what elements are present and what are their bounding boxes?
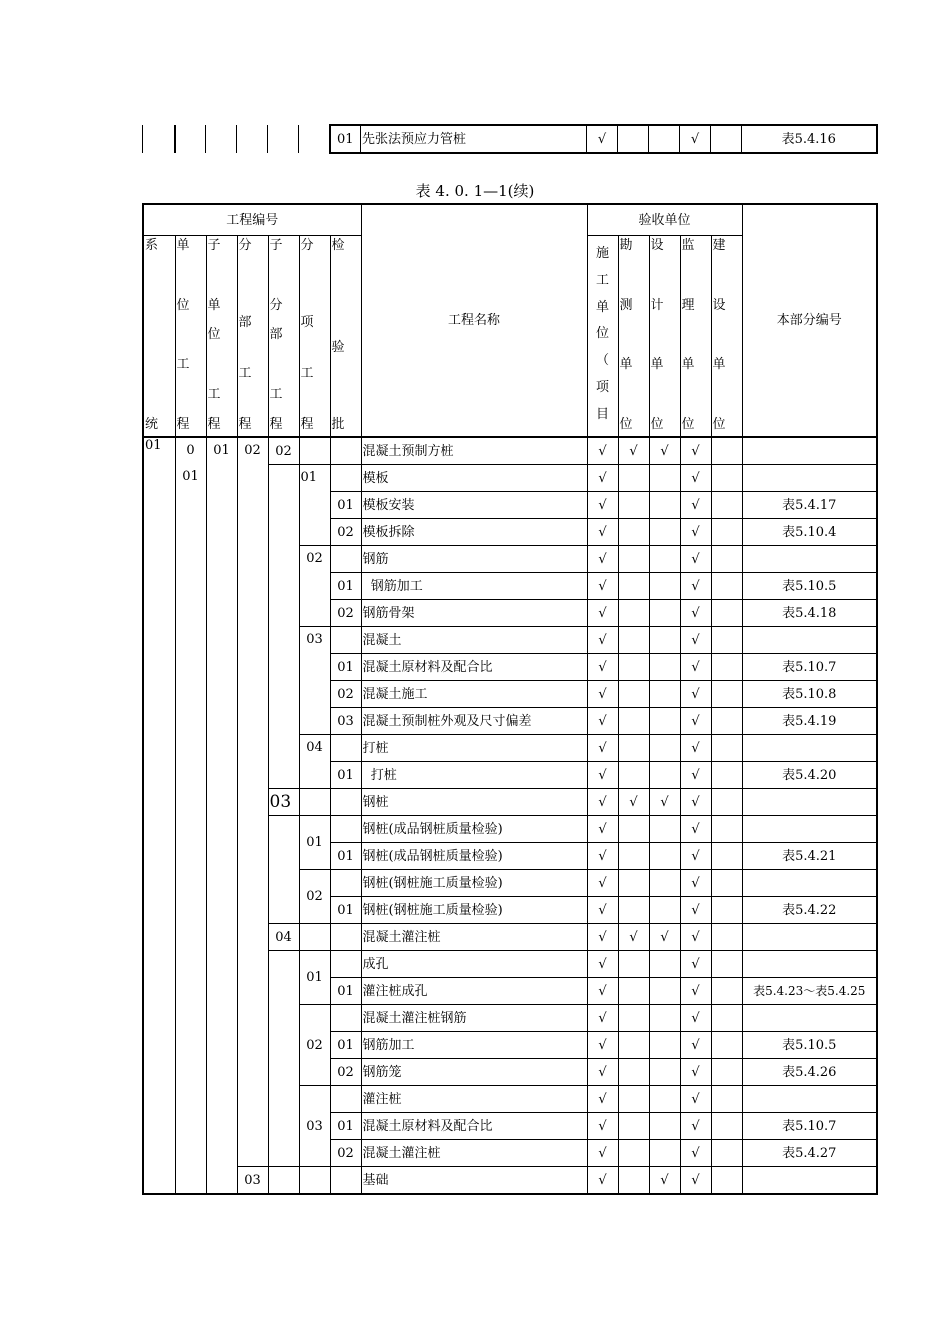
check-supervise: √ xyxy=(680,627,711,654)
check-design xyxy=(649,492,680,519)
row-name: 钢桩 xyxy=(361,789,587,816)
check-construct: √ xyxy=(587,465,618,492)
code-insp xyxy=(330,437,361,465)
check-design xyxy=(649,978,680,1005)
table-row xyxy=(143,437,877,465)
check-supervise: √ xyxy=(680,1113,711,1140)
row-name: 打桩 xyxy=(361,762,587,789)
check-design xyxy=(649,465,680,492)
row-ref: 表5.4.27 xyxy=(742,1140,877,1167)
check-build xyxy=(711,1005,742,1032)
check-survey xyxy=(618,978,649,1005)
check-build xyxy=(711,978,742,1005)
code-subdivision-span xyxy=(268,465,299,789)
row-ref xyxy=(742,546,877,573)
check-build xyxy=(711,951,742,978)
code-subdivision-span xyxy=(268,951,299,1167)
top-fragment-check xyxy=(649,125,680,153)
check-construct: √ xyxy=(587,735,618,762)
check-build xyxy=(711,573,742,600)
check-construct: √ xyxy=(587,762,618,789)
check-construct: √ xyxy=(587,1086,618,1113)
check-supervise: √ xyxy=(680,789,711,816)
code-insp: 02 xyxy=(330,1059,361,1086)
check-supervise: √ xyxy=(680,843,711,870)
code-insp: 01 xyxy=(330,762,361,789)
row-ref xyxy=(742,924,877,951)
check-build xyxy=(711,681,742,708)
check-supervise: √ xyxy=(680,870,711,897)
check-design xyxy=(649,546,680,573)
check-build xyxy=(711,546,742,573)
code-insp xyxy=(330,924,361,951)
code-subdivision-span xyxy=(268,816,299,924)
check-supervise: √ xyxy=(680,681,711,708)
code-division: 03 xyxy=(237,1167,268,1195)
code-item: 01 xyxy=(299,951,330,1005)
check-construct: √ xyxy=(587,1005,618,1032)
code-insp: 01 xyxy=(330,573,361,600)
check-supervise: √ xyxy=(680,1032,711,1059)
code-item xyxy=(299,789,330,816)
row-name: 钢筋笼 xyxy=(361,1059,587,1086)
check-construct: √ xyxy=(587,519,618,546)
check-survey: √ xyxy=(618,924,649,951)
check-design xyxy=(649,951,680,978)
check-survey xyxy=(618,735,649,762)
check-design: √ xyxy=(649,924,680,951)
header-row-1 xyxy=(143,204,877,236)
header-col-item: 分 项 工 程 xyxy=(299,236,330,438)
code-insp: 02 xyxy=(330,681,361,708)
row-name: 钢筋 xyxy=(361,546,587,573)
check-supervise: √ xyxy=(680,437,711,465)
row-name: 混凝土灌注桩 xyxy=(361,924,587,951)
check-construct: √ xyxy=(587,654,618,681)
row-name: 基础 xyxy=(361,1167,587,1195)
check-construct: √ xyxy=(587,1032,618,1059)
check-supervise: √ xyxy=(680,1086,711,1113)
check-supervise: √ xyxy=(680,600,711,627)
check-construct: √ xyxy=(587,978,618,1005)
code-insp: 02 xyxy=(330,519,361,546)
code-insp: 01 xyxy=(330,978,361,1005)
header-col-unit: 单 位 工 程 xyxy=(175,236,206,438)
row-ref xyxy=(742,951,877,978)
code-item: 02 xyxy=(299,1005,330,1086)
check-supervise: √ xyxy=(680,708,711,735)
row-name: 钢筋加工 xyxy=(361,1032,587,1059)
code-item xyxy=(299,1167,330,1195)
code-item: 03 xyxy=(299,1086,330,1167)
row-name: 灌注桩成孔 xyxy=(361,978,587,1005)
code-insp xyxy=(330,816,361,843)
row-ref: 表5.4.22 xyxy=(742,897,877,924)
check-design xyxy=(649,600,680,627)
row-name: 钢桩(成品钢桩质量检验) xyxy=(361,816,587,843)
check-design xyxy=(649,735,680,762)
code-item: 02 xyxy=(299,870,330,924)
check-construct: √ xyxy=(587,492,618,519)
code-insp: 03 xyxy=(330,708,361,735)
check-build xyxy=(711,519,742,546)
row-ref: 表5.10.4 xyxy=(742,519,877,546)
code-item: 04 xyxy=(299,735,330,789)
check-supervise: √ xyxy=(680,519,711,546)
code-insp: 02 xyxy=(330,1140,361,1167)
top-fragment-ref: 表5.4.16 xyxy=(742,125,877,153)
check-supervise: √ xyxy=(680,573,711,600)
header-ref: 本部分编号 xyxy=(742,204,877,437)
check-supervise: √ xyxy=(680,1005,711,1032)
check-design xyxy=(649,843,680,870)
row-name: 混凝土灌注桩 xyxy=(361,1140,587,1167)
row-name: 混凝土 xyxy=(361,627,587,654)
row-ref: 表5.4.20 xyxy=(742,762,877,789)
check-build xyxy=(711,735,742,762)
check-construct: √ xyxy=(587,1059,618,1086)
check-construct: √ xyxy=(587,437,618,465)
code-item xyxy=(299,437,330,465)
check-survey xyxy=(618,843,649,870)
check-survey xyxy=(618,1032,649,1059)
check-construct: √ xyxy=(587,897,618,924)
check-build xyxy=(711,816,742,843)
header-col-subunit: 子 单 位 工 程 xyxy=(206,236,237,438)
code-unit: 0 01 xyxy=(175,437,206,1194)
code-item: 02 xyxy=(299,546,330,627)
check-design xyxy=(649,654,680,681)
check-build xyxy=(711,924,742,951)
code-insp: 01 xyxy=(330,1032,361,1059)
check-build xyxy=(711,870,742,897)
check-design xyxy=(649,762,680,789)
code-insp: 01 xyxy=(330,843,361,870)
code-insp xyxy=(330,465,361,492)
code-insp: 01 xyxy=(330,1113,361,1140)
code-division: 02 xyxy=(237,437,268,1167)
check-survey xyxy=(618,870,649,897)
header-acc-survey: 勘 测 单 位 xyxy=(618,236,649,438)
check-construct: √ xyxy=(587,843,618,870)
check-survey xyxy=(618,681,649,708)
top-fragment-insp: 01 xyxy=(330,125,361,153)
check-design xyxy=(649,1005,680,1032)
check-design xyxy=(649,573,680,600)
check-build xyxy=(711,1167,742,1195)
code-insp: 01 xyxy=(330,897,361,924)
check-survey xyxy=(618,1086,649,1113)
check-construct: √ xyxy=(587,870,618,897)
row-name: 灌注桩 xyxy=(361,1086,587,1113)
check-survey xyxy=(618,546,649,573)
check-supervise: √ xyxy=(680,654,711,681)
code-insp xyxy=(330,627,361,654)
check-supervise: √ xyxy=(680,1167,711,1195)
check-supervise: √ xyxy=(680,897,711,924)
top-fragment-check: √ xyxy=(680,125,711,153)
row-name: 打桩 xyxy=(361,735,587,762)
table-row xyxy=(143,1167,877,1195)
top-fragment-name: 先张法预应力管桩 xyxy=(361,125,587,153)
check-design xyxy=(649,681,680,708)
check-design xyxy=(649,816,680,843)
header-accept-group: 验收单位 xyxy=(587,204,742,236)
code-item: 01 xyxy=(299,816,330,870)
check-survey xyxy=(618,762,649,789)
code-subdivision: 04 xyxy=(268,924,299,951)
check-supervise: √ xyxy=(680,735,711,762)
row-ref: 表5.4.17 xyxy=(742,492,877,519)
header-acc-design: 设 计 单 位 xyxy=(649,236,680,438)
check-construct: √ xyxy=(587,573,618,600)
check-build xyxy=(711,1032,742,1059)
check-construct: √ xyxy=(587,627,618,654)
check-design xyxy=(649,1113,680,1140)
row-ref: 表5.10.7 xyxy=(742,1113,877,1140)
header-col-system: 系 统 xyxy=(143,236,175,438)
check-survey xyxy=(618,573,649,600)
row-ref xyxy=(742,465,877,492)
row-ref xyxy=(742,1086,877,1113)
check-construct: √ xyxy=(587,816,618,843)
row-name: 混凝土施工 xyxy=(361,681,587,708)
check-supervise: √ xyxy=(680,1059,711,1086)
code-insp: 02 xyxy=(330,600,361,627)
check-build xyxy=(711,762,742,789)
check-design: √ xyxy=(649,789,680,816)
check-supervise: √ xyxy=(680,762,711,789)
check-design xyxy=(649,897,680,924)
check-supervise: √ xyxy=(680,816,711,843)
check-design xyxy=(649,627,680,654)
row-ref xyxy=(742,627,877,654)
check-build xyxy=(711,708,742,735)
main-table xyxy=(142,203,878,1195)
row-name: 钢筋骨架 xyxy=(361,600,587,627)
row-ref: 表5.10.5 xyxy=(742,573,877,600)
check-design xyxy=(649,519,680,546)
check-survey xyxy=(618,1113,649,1140)
check-construct: √ xyxy=(587,546,618,573)
check-construct: √ xyxy=(587,789,618,816)
check-build xyxy=(711,1113,742,1140)
check-build xyxy=(711,897,742,924)
check-supervise: √ xyxy=(680,546,711,573)
row-ref: 表5.10.7 xyxy=(742,654,877,681)
check-design xyxy=(649,1059,680,1086)
row-name: 模板安装 xyxy=(361,492,587,519)
check-construct: √ xyxy=(587,951,618,978)
check-build xyxy=(711,600,742,627)
row-ref: 表5.10.8 xyxy=(742,681,877,708)
row-name: 模板 xyxy=(361,465,587,492)
check-build xyxy=(711,465,742,492)
check-survey xyxy=(618,951,649,978)
top-fragment-check xyxy=(711,125,742,153)
check-design: √ xyxy=(649,1167,680,1195)
check-design xyxy=(649,1086,680,1113)
check-supervise: √ xyxy=(680,924,711,951)
top-fragment-check xyxy=(618,125,649,153)
check-build xyxy=(711,1140,742,1167)
check-survey xyxy=(618,600,649,627)
check-build xyxy=(711,437,742,465)
check-survey xyxy=(618,708,649,735)
header-name: 工程名称 xyxy=(361,204,587,437)
check-supervise: √ xyxy=(680,1140,711,1167)
check-survey xyxy=(618,816,649,843)
check-build xyxy=(711,1059,742,1086)
row-ref xyxy=(742,437,877,465)
row-ref: 表5.4.19 xyxy=(742,708,877,735)
check-build xyxy=(711,654,742,681)
top-fragment-table xyxy=(142,124,878,154)
check-supervise: √ xyxy=(680,978,711,1005)
code-insp xyxy=(330,546,361,573)
code-system: 01 xyxy=(143,437,175,1194)
header-code-group: 工程编号 xyxy=(143,204,361,236)
header-col-subdivision: 子 分 部 工 程 xyxy=(268,236,299,438)
header-acc-supervise: 监 理 单 位 xyxy=(680,236,711,438)
check-design xyxy=(649,1032,680,1059)
check-supervise: √ xyxy=(680,465,711,492)
check-survey: √ xyxy=(618,437,649,465)
check-construct: √ xyxy=(587,681,618,708)
row-name: 混凝土预制桩外观及尺寸偏差 xyxy=(361,708,587,735)
header-acc-construct: 施 工 单 位 （ 项 目 xyxy=(587,236,618,438)
code-subunit: 01 xyxy=(206,437,237,1194)
row-name: 混凝土原材料及配合比 xyxy=(361,1113,587,1140)
row-name: 混凝土灌注桩钢筋 xyxy=(361,1005,587,1032)
row-ref xyxy=(742,1005,877,1032)
check-construct: √ xyxy=(587,708,618,735)
row-name: 钢桩(成品钢桩质量检验) xyxy=(361,843,587,870)
code-subdivision xyxy=(268,1167,299,1195)
top-fragment-row xyxy=(143,125,877,153)
check-supervise: √ xyxy=(680,492,711,519)
row-ref: 表5.4.26 xyxy=(742,1059,877,1086)
code-insp xyxy=(330,870,361,897)
row-ref xyxy=(742,870,877,897)
row-ref xyxy=(742,1167,877,1195)
check-build xyxy=(711,843,742,870)
check-construct: √ xyxy=(587,924,618,951)
check-design xyxy=(649,1140,680,1167)
header-col-division: 分 部 工 程 xyxy=(237,236,268,438)
check-construct: √ xyxy=(587,1167,618,1195)
check-survey xyxy=(618,897,649,924)
check-survey xyxy=(618,1059,649,1086)
header-col-inspection: 检 验 批 xyxy=(330,236,361,438)
check-build xyxy=(711,1086,742,1113)
check-supervise: √ xyxy=(680,951,711,978)
code-insp xyxy=(330,1167,361,1195)
code-insp xyxy=(330,1005,361,1032)
code-insp xyxy=(330,1086,361,1113)
row-ref xyxy=(742,735,877,762)
check-survey xyxy=(618,627,649,654)
check-survey xyxy=(618,1005,649,1032)
code-item xyxy=(299,924,330,951)
row-name: 钢筋加工 xyxy=(361,573,587,600)
header-acc-build: 建 设 单 位 xyxy=(711,236,742,438)
table-caption: 表 4. 0. 1—1(续) xyxy=(415,182,535,200)
check-survey xyxy=(618,1167,649,1195)
check-survey xyxy=(618,465,649,492)
row-name: 模板拆除 xyxy=(361,519,587,546)
check-design xyxy=(649,870,680,897)
check-design: √ xyxy=(649,437,680,465)
check-build xyxy=(711,627,742,654)
check-survey xyxy=(618,1140,649,1167)
code-subdivision: 03 xyxy=(268,789,299,816)
row-name: 成孔 xyxy=(361,951,587,978)
code-item: 01 xyxy=(299,465,330,546)
code-insp: 01 xyxy=(330,492,361,519)
code-item: 03 xyxy=(299,627,330,735)
row-name: 钢桩(钢桩施工质量检验) xyxy=(361,870,587,897)
code-subdivision: 02 xyxy=(268,437,299,465)
check-build xyxy=(711,789,742,816)
code-insp xyxy=(330,951,361,978)
row-ref xyxy=(742,789,877,816)
check-survey xyxy=(618,492,649,519)
row-name: 混凝土预制方桩 xyxy=(361,437,587,465)
check-survey: √ xyxy=(618,789,649,816)
check-survey xyxy=(618,519,649,546)
check-survey xyxy=(618,654,649,681)
row-ref: 表5.4.18 xyxy=(742,600,877,627)
row-ref: 表5.4.23～表5.4.25 xyxy=(742,978,877,1005)
row-ref xyxy=(742,816,877,843)
check-construct: √ xyxy=(587,1140,618,1167)
check-construct: √ xyxy=(587,600,618,627)
check-design xyxy=(649,708,680,735)
code-insp: 01 xyxy=(330,654,361,681)
row-ref: 表5.10.5 xyxy=(742,1032,877,1059)
code-insp xyxy=(330,735,361,762)
check-construct: √ xyxy=(587,1113,618,1140)
row-ref: 表5.4.21 xyxy=(742,843,877,870)
row-name: 混凝土原材料及配合比 xyxy=(361,654,587,681)
code-insp xyxy=(330,789,361,816)
check-build xyxy=(711,492,742,519)
top-fragment-check: √ xyxy=(587,125,618,153)
row-name: 钢桩(钢桩施工质量检验) xyxy=(361,897,587,924)
